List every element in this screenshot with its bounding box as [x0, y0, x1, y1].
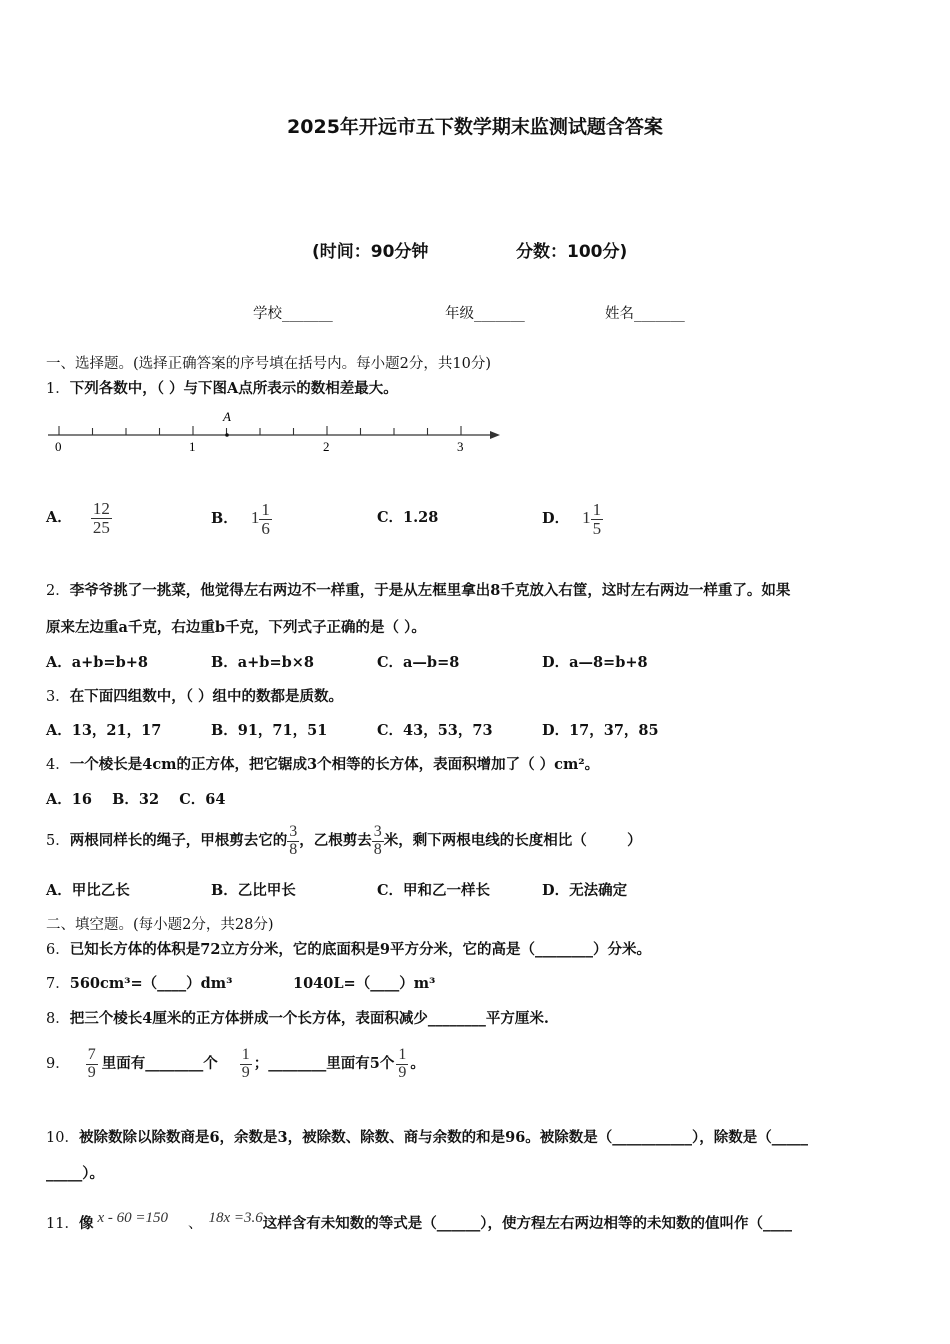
tick-label-3: 3	[457, 439, 464, 454]
frac-num: 3	[373, 822, 382, 840]
frac-num: 12	[92, 498, 110, 518]
frac-den: 9	[241, 1063, 250, 1081]
mixed-whole: 1	[582, 508, 591, 527]
q5-option-c: C．甲和乙一样长	[377, 882, 491, 899]
q5-option-a: A．甲比乙长	[46, 882, 130, 899]
frac-den: 25	[92, 517, 110, 537]
equation-2: 18x =3.6	[208, 1210, 263, 1226]
q1-option-a-label: A．	[46, 509, 72, 526]
frac-num: 7	[87, 1045, 96, 1063]
frac-num: 1	[592, 499, 602, 519]
q1-option-d	[542, 494, 603, 542]
q10-text-1: 被除数除以除数商是6，余数是3，被除数、除数、商与余数的和是96。被除数是（___________），除数是（_____	[78, 1129, 809, 1146]
q2-option-c: C．a—b=8	[377, 654, 460, 671]
q9-text-1: 里面有________个	[101, 1055, 218, 1072]
q1-option-b	[211, 494, 272, 542]
q3-option-d: D．17，37，85	[542, 722, 659, 739]
q10-line2: _____）。	[46, 1165, 104, 1182]
q5-number: 5．	[46, 833, 70, 849]
frac-den: 8	[373, 840, 382, 858]
q1-option-d-label: D．	[542, 510, 570, 527]
q1-number: 1．	[46, 381, 70, 397]
fraction-3-8-a	[287, 824, 299, 859]
q6-number: 6．	[46, 942, 70, 958]
equation-1: x - 60 =150	[97, 1210, 168, 1226]
q8-text: 把三个棱长4厘米的正方体拼成一个长方体，表面积减少________平方厘米.	[69, 1010, 549, 1027]
point-a-label: A	[223, 409, 231, 424]
fraction-1-9-a	[240, 1047, 252, 1082]
number-line-ticks	[59, 426, 461, 435]
section1-heading: 一、选择题。(选择正确答案的序号填在括号内。每小题2分，共10分)	[46, 356, 491, 372]
frac-den: 8	[289, 840, 298, 858]
q3	[46, 685, 343, 706]
frac-den: 6	[261, 518, 270, 538]
fraction-1-9-b	[396, 1047, 408, 1082]
q3-option-c: C．43，53，73	[377, 722, 493, 739]
fraction-12-25	[91, 500, 112, 537]
q2-option-b: B．a+b=b×8	[211, 654, 314, 671]
q11-number: 11．	[46, 1216, 79, 1232]
q9-text-2: ；________里面有5个	[253, 1055, 395, 1072]
section2-heading: 二、填空题。(每小题2分，共28分)	[46, 917, 274, 933]
number-line-arrow	[490, 431, 500, 439]
q2-option-d: D．a—8=b+8	[542, 654, 648, 671]
frac-den: 5	[592, 518, 602, 538]
fraction-1-5	[591, 501, 604, 538]
grade-field: 年级_______	[445, 306, 525, 322]
q3-number: 3．	[46, 689, 70, 705]
frac-den: 9	[398, 1063, 407, 1081]
q9	[46, 1040, 425, 1088]
q6-text: 已知长方体的体积是72立方分米，它的底面积是9平方分米，它的高是（________）分米。	[69, 941, 651, 958]
q2-number: 2．	[46, 583, 70, 599]
mixed-whole: 1	[250, 508, 260, 527]
fraction-7-9	[86, 1047, 98, 1082]
q1	[46, 377, 398, 398]
q8	[46, 1007, 549, 1028]
q7-part1	[46, 972, 233, 993]
q8-number: 8．	[46, 1011, 70, 1027]
q5-text-2: ，乙根剪去	[299, 832, 372, 849]
q2-option-a: A．a+b=b+8	[46, 654, 148, 671]
q4	[46, 753, 599, 774]
exam-time: (时间：90分钟	[312, 242, 429, 262]
q10-number: 10．	[46, 1130, 79, 1146]
frac-den: 9	[87, 1063, 96, 1081]
q10-line1	[46, 1126, 808, 1147]
q3-option-b: B．91，71，51	[211, 722, 328, 739]
q1-option-c: C．1.28	[377, 509, 439, 526]
fraction-3-8-b	[372, 824, 384, 859]
tick-label-1: 1	[189, 439, 196, 454]
q1-text: 下列各数中，（ ）与下图A点所表示的数相差最大。	[69, 380, 398, 397]
q9-end: 。	[410, 1055, 425, 1072]
q5-option-b: B．乙比甲长	[211, 882, 296, 899]
page-title: 2025年开远市五下数学期末监测试题含答案	[287, 116, 663, 138]
q2-line2: 原来左边重a千克，右边重b千克，下列式子正确的是（ ）。	[46, 619, 426, 636]
point-a-dot	[225, 433, 229, 437]
school-field: 学校_______	[253, 306, 333, 322]
q11-text-2: 这样含有未知数的等式是（______），使方程左右两边相等的未知数的值叫作（____	[262, 1215, 793, 1232]
q4-number: 4．	[46, 757, 70, 773]
q6	[46, 938, 651, 959]
q4-text: 一个棱长是4cm的正方体，把它锯成3个相等的长方体，表面积增加了（ ）cm²。	[69, 756, 600, 773]
q2-line1	[46, 579, 790, 600]
frac-num: 1	[241, 1045, 250, 1063]
q9-number: 9．	[46, 1056, 70, 1072]
q2-text-1: 李爷爷挑了一挑菜，他觉得左右两边不一样重，于是从左框里拿出8千克放入右筐，这时左右两边一样重了。如果	[69, 582, 791, 599]
tick-label-0: 0	[55, 439, 62, 454]
frac-num: 1	[261, 499, 270, 519]
q5-option-d: D．无法确定	[542, 882, 628, 899]
q5	[46, 818, 642, 864]
q4-options: A．16 B．32 C．64	[46, 791, 226, 808]
frac-num: 3	[289, 822, 298, 840]
q7-text-1: 560cm³=（____）dm³	[69, 975, 233, 992]
tick-label-2: 2	[323, 439, 330, 454]
q11-separator: 、	[187, 1216, 203, 1232]
q5-text-3: 米，剩下两根电线的长度相比（ ）	[383, 832, 642, 849]
q3-option-a: A．13，21，17	[46, 722, 162, 739]
q3-text: 在下面四组数中，（ ）组中的数都是质数。	[69, 688, 344, 705]
q11	[46, 1196, 792, 1240]
q1-option-a	[46, 494, 112, 542]
number-line	[44, 405, 504, 457]
q11-text-1: 像	[78, 1215, 94, 1232]
q7-part2: 1040L=（____）m³	[293, 975, 436, 992]
q7-number: 7．	[46, 976, 70, 992]
exam-score: 分数：100分)	[516, 242, 628, 262]
fraction-1-6	[259, 501, 272, 538]
name-field: 姓名_______	[605, 306, 685, 322]
q5-text-1: 两根同样长的绳子，甲根剪去它的	[69, 832, 288, 849]
q1-option-b-label: B．	[211, 510, 238, 527]
frac-num: 1	[398, 1045, 407, 1063]
